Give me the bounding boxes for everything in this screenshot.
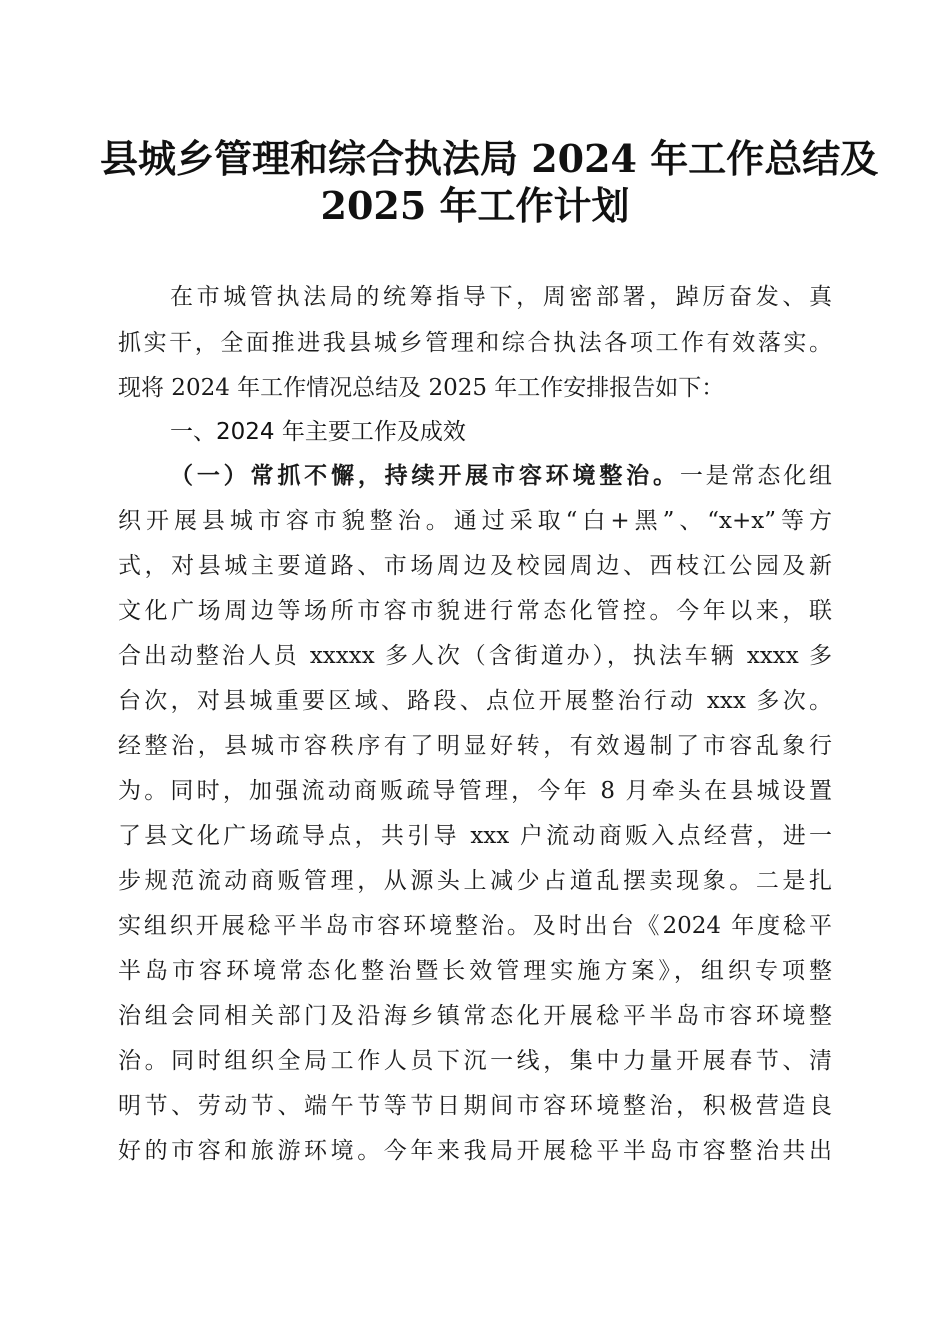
intro-line-3: 现将 2024 年工作情况总结及 2025 年工作安排报告如下： (118, 375, 725, 401)
subsection-1-heading: （一）常抓不懈，持续开展市容环境整治。 (170, 463, 680, 489)
body-line: 经整治，县城市容秩序有了明显好转，有效遏制了市容乱象行 (118, 733, 832, 759)
subsection-1-first-line (170, 458, 832, 494)
intro-line-2: 抓实干，全面推进我县城乡管理和综合执法各项工作有效落实。 (118, 330, 832, 356)
body-line: 文化广场周边等场所市容市貌进行常态化管控。今年以来，联 (118, 598, 832, 624)
document-title-line-1: 县城乡管理和综合执法局 2024 年工作总结及 (100, 136, 879, 181)
body-line: 为。同时，加强流动商贩疏导管理，今年 8 月牵头在县城设置 (118, 778, 832, 804)
body-line: 步规范流动商贩管理，从源头上减少占道乱摆卖现象。二是扎 (118, 868, 832, 894)
section-1-heading: 一、2024 年主要工作及成效 (170, 419, 466, 445)
body-line: 实组织开展稔平半岛市容环境整治。及时出台《2024 年度稔平 (118, 913, 832, 939)
body-line: 治组会同相关部门及沿海乡镇常态化开展稔平半岛市容环境整 (118, 1003, 832, 1029)
body-line: 了县文化广场疏导点，共引导 xxx 户流动商贩入点经营，进一 (118, 823, 832, 849)
subsection-1-first-line-rest: 一是常态化组 (679, 463, 833, 489)
body-line: 好的市容和旅游环境。今年来我局开展稔平半岛市容整治共出 (118, 1138, 832, 1164)
intro-line-1: 在市城管执法局的统筹指导下，周密部署，踔厉奋发、真 (170, 284, 832, 310)
body-line: 织开展县城市容市貌整治。通过采取“白+黑”、“x+x”等方 (118, 508, 832, 534)
body-line: 治。同时组织全局工作人员下沉一线，集中力量开展春节、清 (118, 1048, 832, 1074)
body-line: 式，对县城主要道路、市场周边及校园周边、西枝江公园及新 (118, 553, 832, 579)
body-line: 合出动整治人员 xxxxx 多人次（含街道办），执法车辆 xxxx 多 (118, 643, 832, 669)
body-line: 台次，对县城重要区域、路段、点位开展整治行动 xxx 多次。 (118, 688, 832, 714)
body-line: 明节、劳动节、端午节等节日期间市容环境整治，积极营造良 (118, 1093, 832, 1119)
body-line: 半岛市容环境常态化整治暨长效管理实施方案》，组织专项整 (118, 958, 832, 984)
document-title-line-2: 2025 年工作计划 (320, 183, 630, 228)
